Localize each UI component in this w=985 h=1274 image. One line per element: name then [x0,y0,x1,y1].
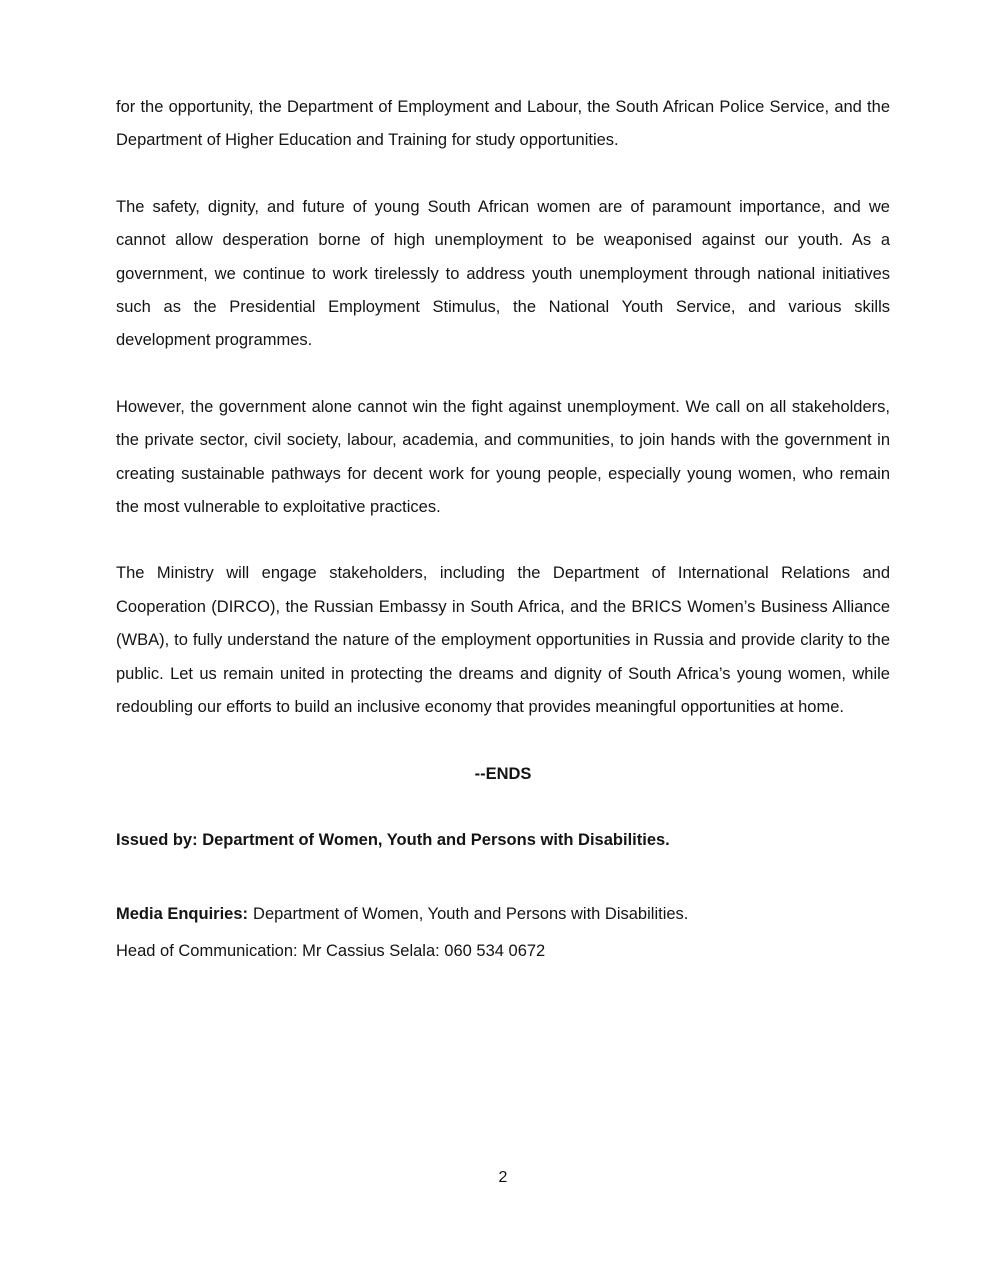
paragraph-acknowledgements: for the opportunity, the Department of Employment and Labour, the South African Police Service, and the Department of Higher Education and Training for study opportunities. [116,98,890,150]
issued-by-line: Issued by: Department of Women, Youth and Persons with Disabilities. [116,830,670,849]
page-number: 2 [498,1169,508,1186]
head-of-communication-line: Head of Communication: Mr Cassius Selala: 060 534 0672 [116,941,546,960]
media-enquiries-line [116,898,890,931]
paragraph-stakeholders-call: However, the government alone cannot win the fight against unemployment. We call on all stakeholders, the private sector, civil society, labour, academia, and communities, to join hands with the government in creating sustainable pathways for decent work for young people, especially young women, who remain the most vulnerable to exploitative practices. [116,397,890,517]
ends-marker: --ENDS [474,764,532,783]
document-content [116,0,890,968]
media-enquiries-text: Department of Women, Youth and Persons with Disabilities. [253,905,689,924]
paragraph-ministry-engagement: The Ministry will engage stakeholders, including the Department of International Relations and Cooperation (DIRCO), the Russian Embassy in South Africa, and the BRICS Women’s Business Alliance (WBA), to fully understand the nature of the employment opportunities in Russia and provide clarity to the public. Let us remain united in protecting the dreams and dignity of South Africa’s young women, while redoubling our efforts to build an inclusive economy that provides meaningful opportunities at home. [116,564,890,717]
media-enquiries-label: Media Enquiries: [116,905,249,924]
paragraph-safety-dignity: The safety, dignity, and future of young South African women are of paramount importance, and we cannot allow desperation borne of high unemployment to be weaponised against our youth. As a government, we continue to work tirelessly to address youth unemployment through national initiatives such as the Presidential Employment Stimulus, the National Youth Service, and various skills development programmes. [116,197,890,350]
